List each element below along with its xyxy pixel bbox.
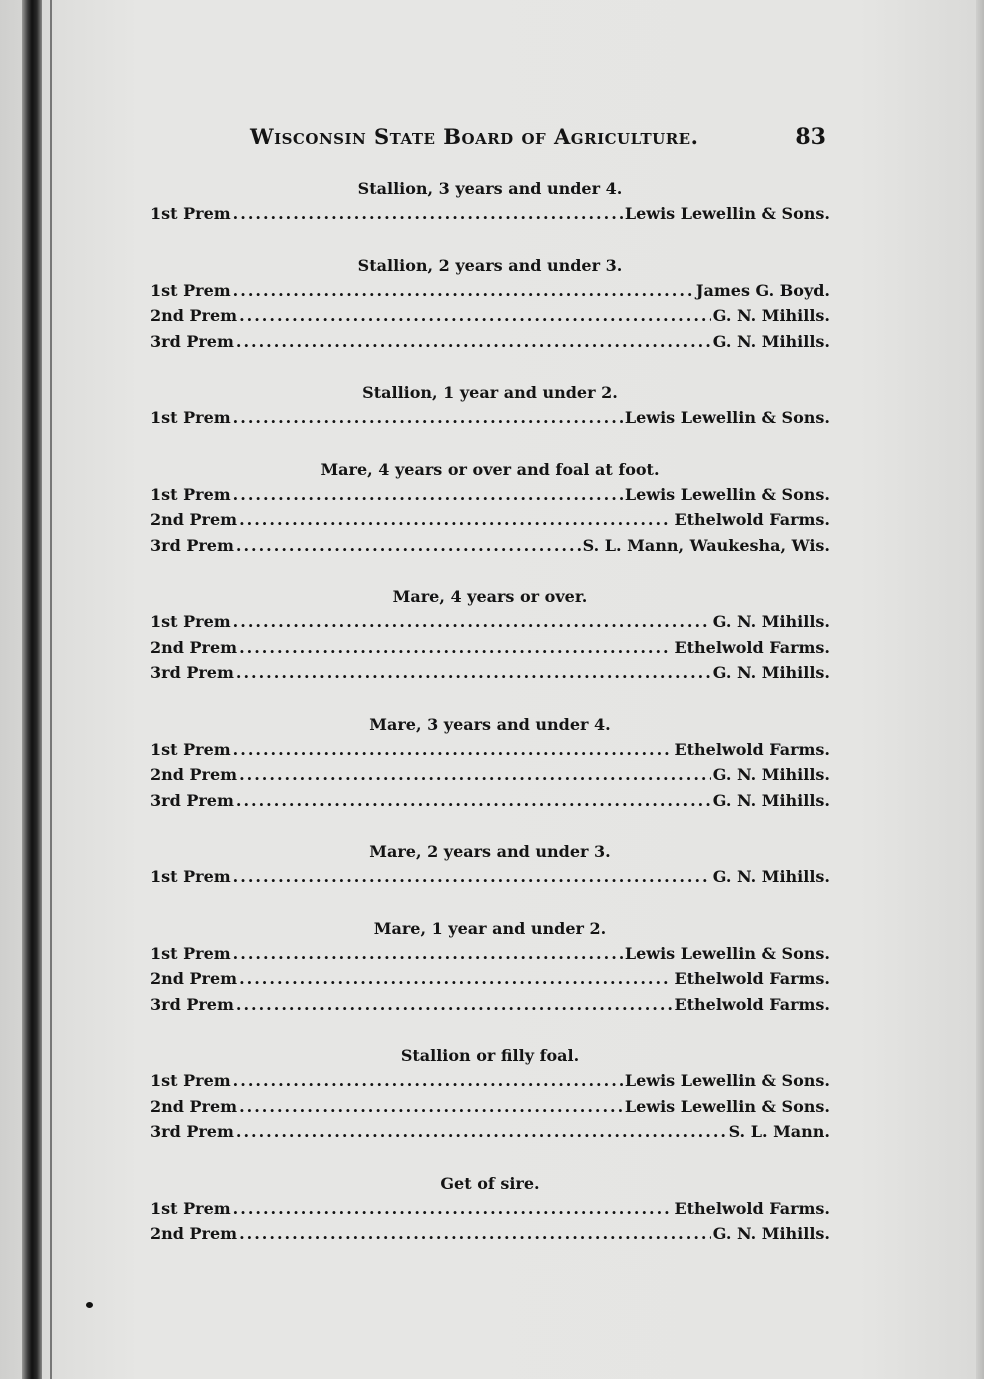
premium-winner: Ethelwold Farms. <box>674 969 830 988</box>
premium-place: 2nd Prem <box>150 969 238 988</box>
award-entry <box>150 609 830 635</box>
section-title: Mare, 2 years and under 3. <box>369 842 611 861</box>
premium-place: 1st Prem <box>150 484 231 504</box>
section-spacer <box>150 227 830 253</box>
premium-place: 2nd Prem <box>150 1096 238 1116</box>
premium-winner: Lewis Lewellin & Sons. <box>624 484 830 504</box>
award-entry <box>150 329 830 355</box>
premium-place: 1st Prem <box>150 612 231 631</box>
premium-winner: S. L. Mann. <box>728 1122 830 1141</box>
premium-winner: G. N. Mihills. <box>712 612 830 631</box>
premium-winner: G. N. Mihills. <box>712 306 830 325</box>
premium-place: 2nd Prem <box>150 765 238 784</box>
award-section <box>150 1171 830 1247</box>
dot-leader <box>239 966 672 992</box>
section-title: Stallion or filly foal. <box>400 1046 580 1065</box>
ink-speck <box>86 1302 93 1308</box>
premium-winner: G. N. Mihills. <box>712 765 830 784</box>
premium-winner: G. N. Mihills. <box>712 663 830 682</box>
section-title: Stallion, 2 years and under 3. <box>357 255 623 275</box>
award-entry <box>150 482 830 508</box>
premium-place: 3rd Prem <box>150 1122 234 1141</box>
dot-leader <box>236 660 711 686</box>
section-spacer <box>150 813 830 839</box>
dot-leader <box>239 1094 623 1120</box>
premium-place: 1st Prem <box>150 943 231 963</box>
award-entry <box>150 660 830 686</box>
section-title: Mare, 1 year and under 2. <box>373 918 607 938</box>
premium-place: 1st Prem <box>150 280 231 300</box>
book-spine-shadow <box>22 0 42 1379</box>
premium-place: 3rd Prem <box>150 663 234 682</box>
premium-winner: Lewis Lewellin & Sons. <box>624 943 830 963</box>
premium-winner: G. N. Mihills. <box>712 331 830 351</box>
premium-place: 1st Prem <box>150 408 231 427</box>
premium-winner: Lewis Lewellin & Sons. <box>624 408 830 427</box>
premium-place: 1st Prem <box>150 1071 231 1090</box>
premium-winner: G. N. Mihills. <box>712 867 830 886</box>
dot-leader <box>233 609 711 635</box>
premium-list <box>150 176 830 1247</box>
award-entry <box>150 864 830 890</box>
dot-leader <box>239 635 672 661</box>
dot-leader <box>239 507 672 533</box>
award-entry <box>150 405 830 431</box>
dot-leader <box>233 1196 673 1222</box>
premium-winner: Ethelwold Farms. <box>674 739 830 759</box>
dot-leader <box>236 992 673 1018</box>
section-title: Mare, 4 years or over and foal at foot. <box>320 459 660 479</box>
award-entry <box>150 1068 830 1094</box>
premium-place: 1st Prem <box>150 1198 231 1218</box>
premium-winner: S. L. Mann, Waukesha, Wis. <box>582 535 830 555</box>
dot-leader <box>236 788 711 814</box>
award-entry <box>150 737 830 763</box>
award-entry <box>150 533 830 559</box>
premium-place: 2nd Prem <box>150 1224 238 1243</box>
award-section <box>150 380 830 431</box>
dot-leader <box>236 329 711 355</box>
dot-leader <box>239 1221 711 1247</box>
running-header <box>250 124 826 154</box>
award-section <box>150 839 830 890</box>
section-title: Stallion, 1 year and under 2. <box>362 383 618 402</box>
premium-place: 2nd Prem <box>150 306 238 325</box>
premium-place: 3rd Prem <box>150 790 234 810</box>
award-section <box>150 253 830 355</box>
premium-winner: Ethelwold Farms. <box>674 994 830 1014</box>
dot-leader <box>233 201 623 227</box>
section-title: Mare, 4 years or over. <box>392 587 588 606</box>
award-entry <box>150 1119 830 1145</box>
running-title: Wisconsin State Board of Agriculture. <box>250 124 699 149</box>
section-spacer <box>150 1145 830 1171</box>
page-number: 83 <box>795 124 826 150</box>
award-entry <box>150 941 830 967</box>
award-entry <box>150 507 830 533</box>
dot-leader <box>236 533 581 559</box>
award-entry <box>150 1196 830 1222</box>
premium-place: 1st Prem <box>150 867 231 886</box>
section-title: Stallion, 3 years and under 4. <box>357 179 623 198</box>
award-section <box>150 1043 830 1145</box>
dot-leader <box>239 762 711 788</box>
premium-place: 1st Prem <box>150 739 231 759</box>
section-title: Get of sire. <box>440 1173 540 1193</box>
award-entry <box>150 1221 830 1247</box>
premium-place: 2nd Prem <box>150 637 238 657</box>
premium-place: 2nd Prem <box>150 510 238 529</box>
section-spacer <box>150 558 830 584</box>
award-section <box>150 584 830 686</box>
premium-winner: Ethelwold Farms. <box>674 1198 830 1218</box>
award-entry <box>150 788 830 814</box>
dot-leader <box>233 941 623 967</box>
premium-winner: Lewis Lewellin & Sons. <box>624 1096 830 1116</box>
award-entry <box>150 1094 830 1120</box>
dot-leader <box>233 864 711 890</box>
page-gutter-line <box>50 0 52 1379</box>
premium-winner: G. N. Mihills. <box>712 1224 830 1243</box>
award-entry <box>150 966 830 992</box>
dot-leader <box>233 1068 623 1094</box>
section-spacer <box>150 890 830 916</box>
section-spacer <box>150 686 830 712</box>
award-entry <box>150 762 830 788</box>
award-section <box>150 712 830 814</box>
award-entry <box>150 635 830 661</box>
dot-leader <box>233 405 623 431</box>
section-spacer <box>150 1017 830 1043</box>
premium-place: 1st Prem <box>150 204 231 223</box>
award-section <box>150 457 830 559</box>
premium-winner: Ethelwold Farms. <box>674 510 830 529</box>
premium-place: 3rd Prem <box>150 994 234 1014</box>
page-edge-shadow <box>976 0 984 1379</box>
award-section <box>150 916 830 1018</box>
premium-place: 3rd Prem <box>150 535 234 555</box>
dot-leader <box>233 278 694 304</box>
dot-leader <box>233 482 623 508</box>
award-entry <box>150 278 830 304</box>
premium-winner: Ethelwold Farms. <box>674 637 830 657</box>
premium-place: 3rd Prem <box>150 331 234 351</box>
section-spacer <box>150 354 830 380</box>
premium-winner: Lewis Lewellin & Sons. <box>624 204 830 223</box>
dot-leader <box>239 303 711 329</box>
premium-winner: James G. Boyd. <box>695 280 830 300</box>
dot-leader <box>236 1119 727 1145</box>
award-entry <box>150 201 830 227</box>
section-title: Mare, 3 years and under 4. <box>369 714 611 734</box>
award-entry <box>150 992 830 1018</box>
section-spacer <box>150 431 830 457</box>
award-entry <box>150 303 830 329</box>
award-section <box>150 176 830 227</box>
premium-winner: Lewis Lewellin & Sons. <box>624 1071 830 1090</box>
dot-leader <box>233 737 673 763</box>
premium-winner: G. N. Mihills. <box>712 790 830 810</box>
